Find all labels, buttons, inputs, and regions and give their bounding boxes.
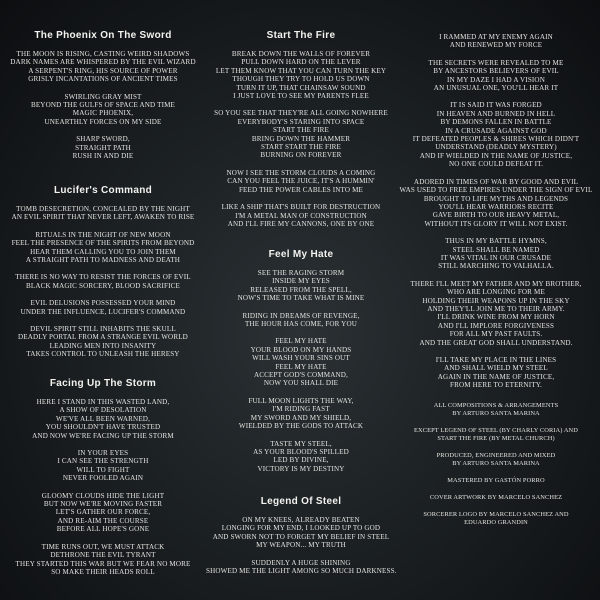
lyric-line: HERE I STAND IN THIS WASTED LAND,: [36, 398, 170, 406]
lyric-line: THERE IS NO WAY TO RESIST THE FORCES OF EVIL: [15, 273, 191, 282]
stanza: [398, 33, 594, 50]
lyric-line: THERE I'LL MEET MY FATHER AND MY BROTHER,: [410, 279, 582, 288]
lyric-line: YOUR BLOOD ON MY HANDS: [250, 345, 352, 354]
stanza: [398, 101, 594, 168]
lyric-line: STRAIGHT PATH: [75, 143, 131, 152]
lyric-line: ACCEPT GOD'S COMMAND,: [254, 371, 348, 380]
lyric-line: TOMB DESECRETION, CONCEALED BY THE NIGHT: [16, 205, 190, 213]
stanza: [8, 50, 198, 84]
lyric-line: EVIL DELUSIONS POSSESSED YOUR MIND: [30, 299, 176, 308]
credit-block: [398, 494, 594, 502]
lyric-line: UNEARTHLY FORCES ON MY SIDE: [44, 117, 162, 126]
lyric-line: THE HOUR HAS COME, FOR YOU: [244, 320, 358, 329]
lyric-line: TAKES CONTROL TO UNLEASH THE HERESY: [26, 350, 180, 359]
lyric-line: AND THEY'LL JOIN ME TO THEIR ARMY.: [427, 304, 565, 313]
lyric-line: NO ONE COULD DEFEAT IT.: [448, 160, 544, 169]
lyric-line: LEADING MEN INTO INSANITY: [49, 341, 157, 350]
stanza: [398, 59, 594, 93]
song-title: Lucifer's Command: [53, 185, 153, 196]
lyric-line: NOW'S TIME TO TAKE WHAT IS MINE: [237, 294, 365, 303]
stanza: [206, 50, 396, 100]
credit-line: SORCERER LOGO BY MARCELO SANCHEZ AND: [423, 511, 569, 518]
lyric-line: THOUGH THEY TRY TO HOLD US DOWN: [232, 75, 370, 84]
lyric-line: RUSH IN AND DIE: [72, 152, 134, 161]
lyric-line: I JUST LOVE TO SEE MY PARENTS FLEE: [233, 92, 369, 101]
lyric-line: SO MAKE THEIR HEADS ROLL: [51, 567, 155, 576]
lyric-line: I'M A METAL MAN OF CONSTRUCTION: [235, 211, 367, 220]
lyric-line: DARK NAMES ARE WHISPERED BY THE EVIL WIZARD: [10, 58, 196, 67]
lyric-line: HOLDING THEIR WEAPONS UP IN THE SKY: [422, 296, 570, 305]
stanza: [206, 169, 396, 194]
lyric-line: TURN IT UP, THAT CHAINSAW SOUND: [236, 83, 366, 92]
lyric-line: BURNING ON FOREVER: [260, 151, 342, 160]
stanza: [206, 312, 396, 329]
lyric-line: START THE FIRE: [272, 126, 330, 135]
lyric-line: AGAIN IN THE NAME OF JUSTICE,: [437, 372, 555, 381]
stanza: [398, 237, 594, 271]
stanza: [8, 449, 198, 483]
lyric-line: HEAR THEM CALLING YOU TO JOIN THEM: [30, 247, 176, 256]
lyric-line: SHOWED ME THE LIGHT AMONG SO MUCH DARKNESS.: [206, 567, 397, 576]
lyric-line: I RAMMED AT MY ENEMY AGAIN: [439, 33, 553, 41]
lyric-line: THUS IN MY BATTLE HYMNS,: [445, 237, 547, 246]
credit-line: MASTERED BY GASTÓN PORRO: [447, 477, 545, 484]
credit-line: PRODUCED, ENGINEERED AND MIXED: [436, 452, 556, 459]
lyric-line: AND THE GREAT GOD SHALL UNDERSTAND.: [419, 338, 573, 347]
lyric-line: FEEL MY HATE: [275, 337, 327, 346]
lyric-line: AND I'LL IMPLORE FORGIVENESS: [437, 321, 555, 330]
lyric-line: LIKE A SHIP THAT'S BUILT FOR DESTRUCTION: [221, 203, 381, 212]
stanza: [398, 356, 594, 390]
lyric-line: FROM HERE TO ETERNITY.: [450, 381, 542, 390]
lyric-line: BEFORE ALL HOPE'S GONE: [56, 525, 150, 534]
lyric-line: INSIDE MY EYES: [272, 277, 330, 286]
song-title: Start The Fire: [266, 30, 336, 41]
credit-block: [398, 511, 594, 527]
lyric-line: NEVER FOOLED AGAIN: [62, 474, 144, 483]
lyric-line: IN MY DAZE I HAD A VISION: [447, 75, 545, 84]
lyric-line: FULL MOON LIGHTS THE WAY,: [248, 396, 354, 405]
credit-line: BY ARTURO SANTA MARINA: [452, 460, 540, 467]
stanza: [8, 492, 198, 534]
lyric-line: LET THEM KNOW THAT YOU CAN TURN THE KEY: [215, 66, 387, 75]
lyric-line: BROUGHT TO LIFE MYTHS AND LEGENDS: [423, 194, 569, 203]
lyric-line: UNDERSTAND (DEADLY MYSTERY): [435, 143, 557, 152]
credit-block: [398, 402, 594, 418]
lyric-line: IT IS SAID IT WAS FORGED: [450, 101, 542, 110]
legend-of-steel-continued: [398, 33, 594, 399]
credit-line: START THE FIRE (BY METAL CHURCH): [437, 435, 555, 442]
song-facing-up-the-storm: [8, 378, 198, 585]
lyric-line: LED BY DIVINE,: [273, 456, 329, 465]
lyric-line: STILL MARCHING TO VALHALLA.: [438, 262, 554, 271]
lyric-line: THEY STARTED THIS WAR BUT WE FEAR NO MORE: [15, 559, 191, 568]
lyric-line: TASTE MY STEEL,: [270, 439, 332, 448]
lyric-line: A SHOW OF DESOLATION: [59, 406, 147, 415]
credit-block: [398, 452, 594, 468]
song-title: Legend Of Steel: [260, 496, 342, 507]
credit-line: ALL COMPOSITIONS & ARRANGEMENTS: [433, 402, 559, 409]
lyric-line: IT DEFEATED PEOPLES & SHIRES WHICH DIDN'T: [412, 135, 580, 144]
lyric-line: BLACK MAGIC SORCERY, BLOOD SACRIFICE: [25, 281, 181, 290]
lyric-line: FEEL MY HATE: [275, 362, 327, 371]
lyric-line: IT WAS VITAL IN OUR CRUSADE: [440, 253, 552, 262]
lyric-line: I'LL DRINK WINE FROM MY HORN: [437, 313, 555, 322]
stanza: [8, 543, 198, 577]
lyric-line: RIDING IN DREAMS OF REVENGE,: [242, 311, 360, 320]
song-title: Facing Up The Storm: [49, 378, 157, 389]
lyric-line: MY WEAPON... MY TRUTH: [256, 541, 346, 550]
stanza: [398, 178, 594, 228]
lyric-line: DETHRONE THE EVIL TYRANT: [50, 551, 156, 560]
lyric-line: GAVE BIRTH TO OUR HEAVY METAL,: [432, 211, 560, 220]
song-title: Feel My Hate: [268, 249, 334, 260]
album-credits: [398, 402, 594, 536]
lyric-line: WE'VE ALL BEEN WARNED,: [55, 414, 151, 423]
lyric-line: I'LL TAKE MY PLACE IN THE LINES: [435, 356, 557, 364]
lyric-line: WAS USED TO FREE EMPIRES UNDER THE SIGN OF EVIL: [399, 186, 593, 195]
stanza: [8, 135, 198, 160]
song-phoenix-on-the-sword: [8, 30, 198, 169]
lyric-line: A STRAIGHT PATH TO MADNESS AND DEATH: [25, 256, 181, 265]
stanza: [206, 269, 396, 303]
stanza: [206, 203, 396, 228]
credit-line: EXCEPT LEGEND OF STEEL (BY CHARLY CORIA) AND: [414, 427, 578, 434]
lyric-line: NOW YOU SHALL DIE: [263, 379, 339, 388]
lyric-line: AND RENEWED MY FORCE: [449, 41, 543, 50]
lyric-line: STEEL SHALL BE NAMED: [452, 245, 540, 254]
lyric-line: AND RE-AIM THE COURSE: [57, 516, 149, 525]
lyric-line: WHO ARE LONGING FOR ME: [447, 288, 545, 297]
lyric-line: IN HEAVEN AND BURNED IN HELL: [436, 109, 556, 118]
lyric-line: CAN YOU FEEL THE JUICE, IT'S A HUMMIN': [227, 177, 375, 186]
lyric-line: AN EVIL SPIRIT THAT NEVER LEFT, AWAKEN TO RISE: [11, 213, 195, 222]
stanza: [8, 231, 198, 265]
lyric-line: VICTORY IS MY DESTINY: [257, 464, 345, 473]
stanza: [8, 273, 198, 290]
lyric-line: RITUALS IN THE NIGHT OF NEW MOON: [35, 230, 171, 239]
stanza: [206, 397, 396, 431]
stanza: [8, 205, 198, 222]
credit-block: [398, 427, 594, 443]
lyric-line: EVERYBODY'S STARING INTO SPACE: [237, 117, 365, 126]
lyric-line: I CAN SEE THE STRENGTH: [57, 457, 149, 466]
lyric-line: DEADLY PORTAL FROM A STRANGE EVIL WORLD: [18, 333, 188, 342]
lyric-line: SWIRLING GRAY MIST: [64, 92, 142, 101]
lyric-line: I'M RIDING FAST: [272, 405, 330, 414]
lyric-line: THE SECRETS WERE REVEALED TO ME: [428, 58, 564, 67]
stanza: [206, 440, 396, 474]
lyric-line: AND I'LL FIRE MY CANNONS, ONE BY ONE: [227, 219, 375, 228]
lyric-line: SEE THE RAGING STORM: [257, 269, 345, 277]
lyric-line: RELEASED FROM THE SPELL,: [250, 285, 352, 294]
song-legend-of-steel: [206, 496, 396, 584]
stanza: [206, 516, 396, 550]
lyric-line: THE MOON IS RISING, CASTING WEIRD SHADOWS: [16, 50, 190, 58]
lyric-line: TIME RUNS OUT, WE MUST ATTACK: [41, 542, 165, 551]
lyric-line: FEED THE POWER CABLES INTO ME: [238, 185, 364, 194]
lyric-line: SUDDENLY A HUGE SHINING: [251, 558, 351, 567]
lyric-line: A SERPENT'S RING, HIS SOURCE OF POWER: [28, 66, 178, 75]
lyric-line: BY DEMONS FALLEN IN BATTLE: [440, 118, 552, 127]
lyric-line: WILL TO FIGHT: [76, 465, 130, 474]
lyric-line: AND IF WIELDED IN THE NAME OF JUSTICE,: [419, 151, 573, 160]
lyric-line: DEVIL SPIRIT STILL INHABITS THE SKULL: [30, 325, 176, 334]
lyric-line: GRISLY INCANTATIONS OF ANCIENT TIMES: [28, 75, 178, 84]
song-start-the-fire: [206, 30, 396, 237]
lyric-line: BY ANCESTORS BELIEVERS OF EVIL: [433, 67, 559, 76]
lyric-line: ON MY KNEES, ALREADY BEATEN: [242, 516, 360, 524]
lyric-line: WILL WASH YOUR SINS OUT: [252, 354, 350, 363]
lyric-line: NOW I SEE THE STORM CLOUDS A COMING: [226, 168, 376, 177]
credit-line: COVER ARTWORK BY MARCELO SANCHEZ: [429, 494, 563, 501]
lyric-line: IN YOUR EYES: [77, 449, 129, 458]
stanza: [8, 93, 198, 127]
lyric-line: WITHOUT ITS GLORY IT WILL NOT EXIST.: [424, 219, 568, 228]
stanza: [398, 280, 594, 347]
lyric-line: MY SWORD AND MY SHIELD,: [250, 413, 352, 422]
lyric-line: AS YOUR BLOOD'S SPILLED: [253, 447, 349, 456]
stanza: [206, 109, 396, 159]
credit-block: [398, 477, 594, 485]
stanza: [8, 325, 198, 359]
lyric-line: BRING DOWN THE HAMMER: [251, 134, 351, 143]
lyric-line: FOR ALL MY PAST FAULTS.: [449, 330, 543, 339]
lyric-line: IN A CRUSADE AGAINST GOD: [445, 126, 547, 135]
lyric-line: LET'S GATHER OUR FORCE,: [55, 508, 151, 517]
credit-line: EDUARDO GRANDIN: [464, 519, 528, 526]
lyric-line: AN UNUSUAL ONE, YOU'LL HEAR IT: [433, 84, 559, 93]
lyric-line: SHARP SWORD,: [76, 135, 130, 144]
song-lucifers-command: [8, 185, 198, 368]
lyric-line: SO YOU SEE THAT THEY'RE ALL GOING NOWHERE: [214, 109, 388, 118]
lyric-line: GLOOMY CLOUDS HIDE THE LIGHT: [41, 491, 165, 500]
stanza: [206, 559, 396, 576]
stanza: [206, 337, 396, 387]
credit-line: BY ARTURO SANTA MARINA: [452, 410, 540, 417]
stanza: [8, 398, 198, 440]
song-feel-my-hate: [206, 249, 396, 482]
lyric-line: YOU SHOULDN'T HAVE TRUSTED: [45, 423, 161, 432]
lyric-line: YOU'LL HEAR WARRIORS RECITE: [438, 202, 554, 211]
lyric-line: ADORED IN TIMES OF WAR BY GOOD AND EVIL: [413, 177, 579, 186]
lyric-line: PULL DOWN HARD ON THE LEVER: [241, 58, 361, 67]
lyric-line: FEEL THE PRESENCE OF THE SPIRITS FROM BEYOND: [11, 239, 195, 248]
lyric-line: BREAK DOWN THE WALLS OF FOREVER: [231, 50, 371, 58]
lyric-line: START START THE FIRE: [260, 143, 342, 152]
lyric-line: AND NOW WE'RE FACING UP THE STORM: [32, 431, 174, 440]
lyric-line: LONGING FOR MY END, I LOOKED UP TO GOD: [221, 524, 381, 533]
stanza: [8, 299, 198, 316]
lyric-line: BEYOND THE GULFS OF SPACE AND TIME: [30, 101, 176, 110]
lyric-line: WIELDED BY THE GODS TO ATTACK: [238, 422, 364, 431]
lyric-line: UNDER THE INFLUENCE, LUCIFER'S COMMAND: [20, 307, 186, 316]
lyric-line: BUT NOW WE'RE MOVING FASTER: [43, 500, 163, 509]
lyric-line: AND SHALL WIELD MY STEEL: [444, 364, 548, 373]
lyric-line: MAGIC PHOENIX,: [72, 109, 134, 118]
lyric-line: AND SWORN NOT TO FORGET MY BELIEF IN STEEL: [212, 532, 390, 541]
song-title: The Phoenix On The Sword: [34, 30, 172, 41]
